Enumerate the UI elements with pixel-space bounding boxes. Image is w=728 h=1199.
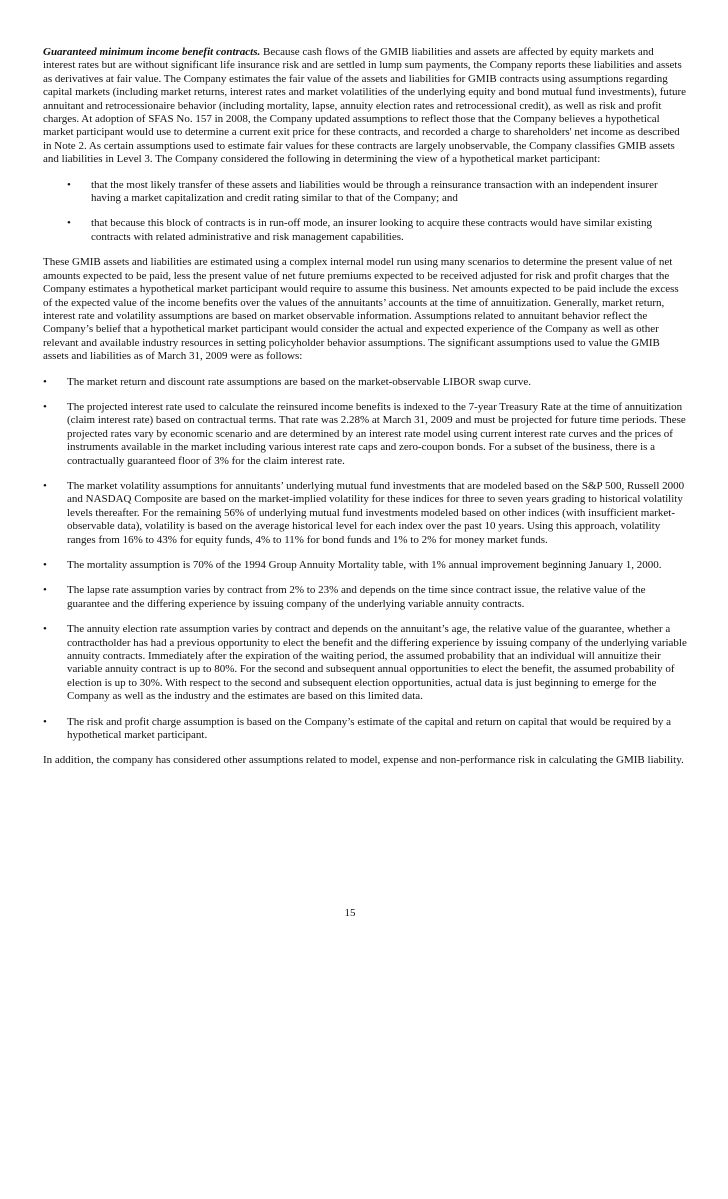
- bullet-icon: •: [43, 479, 47, 492]
- valuation-paragraph: These GMIB assets and liabilities are estimated using a complex internal model run using many scenarios to determine the present value of net amounts expected to be paid, less the present value of net future premiums expected to be received adjusted for risk and profit charges that the Company estimates a hypothetical market participant would require to assume this business. Net amounts expected to be paid include the excess of the expected value of the income benefits over the values of the annuitants’ accounts at the time of annuitization. Generally, market return, interest rate and volatility assumptions are based on market observable information. Assumptions related to annuitant behavior reflect the Company’s belief that a hypothetical market participant would consider the actual and expected experience of the Company as well as other relevant and available industry resources in setting policyholder behavior assumptions. The significant assumptions used to value the GMIB assets and liabilities as of March 31, 2009 were as follows:: [43, 256, 679, 363]
- intro-paragraph: [43, 46, 687, 167]
- bullet-icon: •: [43, 623, 47, 636]
- list-item-text: The projected interest rate used to calculate the reinsured income benefits is indexed to the 7-year Treasury Rate at the time of annuitization (claim interest rate) based on contractual terms. That rate was 2.28% at March 31, 2009 and must be projected for future time periods. These projected rates vary by economic scenario and are determined by an interest rate model using current interest rate curves and the prices of instruments available in the market including various interest rate caps and zero-coupon bonds. For a subset of the business, there is a contractually guaranteed floor of 3% for the claim interest rate.: [67, 400, 686, 467]
- closing-paragraph: In addition, the company has considered other assumptions related to model, expense and non-performance risk in calculating the GMIB liability.: [43, 754, 684, 767]
- document-page: [43, 46, 687, 780]
- list-item: [43, 623, 687, 703]
- bullet-icon: •: [43, 715, 47, 728]
- list-item-text: The lapse rate assumption varies by contract from 2% to 23% and depends on the time since contract issue, the relative value of the guarantee and the differing experience by issuing company of the underlying variable annuity contracts.: [67, 584, 646, 610]
- page-number: 15: [344, 907, 356, 919]
- section-lead-heading: Guaranteed minimum income benefit contracts.: [43, 46, 261, 58]
- intro-text: Because cash flows of the GMIB liabilities and assets are affected by equity markets and interest rates but are without significant life insurance risk and are settled in lump sum payments, the Company reports these liabilities and assets as derivatives at fair value. The Company estimates the fair value of the assets and liabilities for GMIB contracts using assumptions regarding capital markets (including market returns, interest rates and market volatilities of the underlying equity and bond mutual fund investments), future annuitant and retrocessionaire behavior (including mortality, lapse, annuity election rates and retrocessional credit), as well as risk and profit charges. At adoption of SFAS No. 157 in 2008, the Company updated assumptions to reflect those that the Company believes a hypothetical market participant would use to determine a current exit price for these contracts, and recorded a charge to shareholders' net income as described in Note 2. As certain assumptions used to estimate fair values for these contracts are largely unobservable, the Company classifies GMIB assets and liabilities in Level 3. The Company considered the following in determining the view of a hypothetical market participant:: [43, 46, 687, 166]
- bullet-icon: •: [43, 375, 47, 388]
- considerations-list: [43, 179, 687, 245]
- bullet-icon: •: [43, 559, 47, 571]
- assumptions-list: [43, 376, 687, 743]
- list-item: [43, 217, 687, 244]
- list-item: [43, 401, 687, 468]
- list-item-text: The risk and profit charge assumption is based on the Company’s estimate of the capital and return on capital that would be required by a hypothetical market participant.: [67, 715, 672, 742]
- list-item: [43, 179, 687, 206]
- bullet-icon: •: [67, 178, 71, 191]
- list-item: [43, 559, 687, 572]
- list-item-text: that the most likely transfer of these assets and liabilities would be through a reinsurance transaction with an independent insurer having a market capitalization and credit rating similar to that of the Company; and: [91, 178, 658, 205]
- list-item-text: The market return and discount rate assumptions are based on the market-observable LIBOR swap curve.: [67, 375, 531, 388]
- bullet-icon: •: [43, 584, 47, 597]
- list-item-text: The market volatility assumptions for annuitants’ underlying mutual fund investments that are modeled based on the S&P 500, Russell 2000 and NASDAQ Composite are based on the market-implied volatility for these indices for three to seven years grading to historical volatility levels thereafter. For the remaining 56% of underlying mutual fund investments modeled based on other indices (with insufficient market-observable data), volatility is based on the average historical level for each index over the past 10 years. Using this approach, volatility ranges from 16% to 43% for equity funds, 4% to 11% for bond funds and 1% to 2% for money market funds.: [67, 479, 685, 546]
- list-item: [43, 480, 687, 547]
- list-item: [43, 716, 687, 743]
- bullet-icon: •: [67, 217, 71, 230]
- bullet-icon: •: [43, 400, 47, 413]
- list-item-text: The mortality assumption is 70% of the 1994 Group Annuity Mortality table, with 1% annual improvement beginning January 1, 2000.: [67, 559, 662, 571]
- list-item-text: that because this block of contracts is in run-off mode, an insurer looking to acquire these contracts would have similar existing contracts with related administrative and risk management capabilities.: [91, 217, 652, 243]
- list-item-text: The annuity election rate assumption varies by contract and depends on the annuitant’s age, the relative value of the guarantee, whether a contractholder has had a previous opportunity to elect the benefit and the differing experience by issuing company of the underlying variable annuity contracts. Immediately after the expiration of the waiting period, the assumed probability that an individual will annuitize their variable annuity contract is up to 80%. For the second and subsequent annual opportunities to elect the benefit, the assumed probability of election is up to 30%. With respect to the second and subsequent election opportunities, actual data is just beginning to emerge for the Company as well as the industry and the estimates are based on this limited data.: [67, 623, 687, 703]
- list-item: [43, 376, 687, 389]
- list-item: [43, 584, 687, 611]
